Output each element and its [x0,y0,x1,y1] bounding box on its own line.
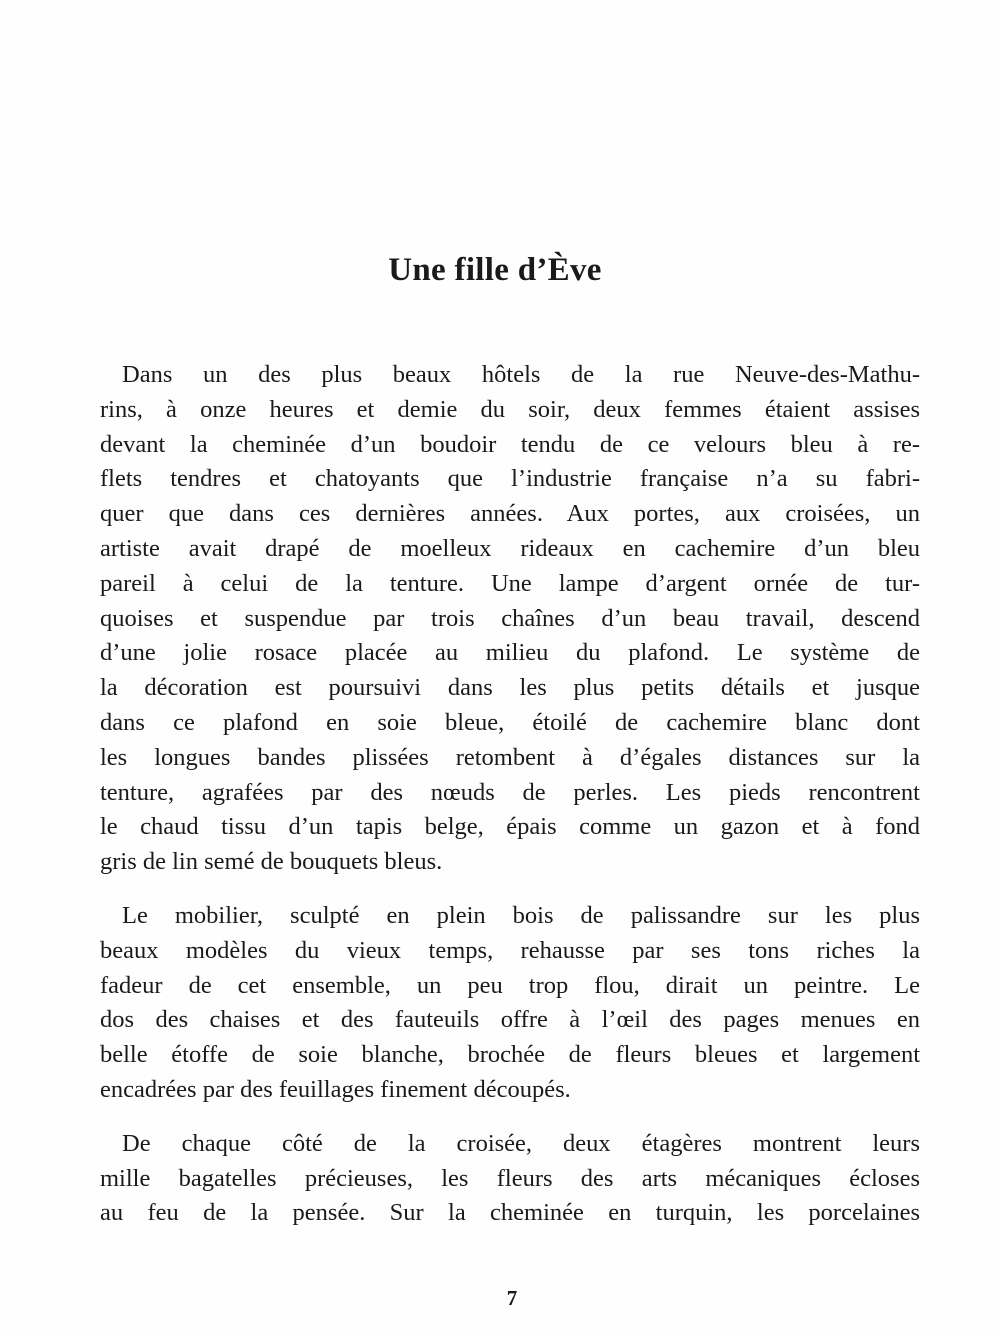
body-text [100,358,920,1250]
text-line: devant la cheminée d’un boudoir tendu de ce velours bleu à re- [100,430,920,458]
paragraph-1 [100,358,920,880]
text-line: belle étoffe de soie blanche, brochée de fleurs bleues et largement [100,1041,920,1069]
text-line: quer que dans ces dernières années. Aux portes, aux croisées, un [100,500,920,528]
text-line: au feu de la pensée. Sur la cheminée en turquin, les porcelaines [100,1199,920,1227]
text-line: gris de lin semé de bouquets bleus. [100,848,443,876]
text-line: dans ce plafond en soie bleue, étoilé de cachemire blanc dont [100,708,920,736]
chapter-title: Une fille d’Ève [388,252,602,288]
paragraph-3 [100,1127,920,1231]
text-line: beaux modèles du vieux temps, rehausse par ses tons riches la [100,936,920,964]
text-line: les longues bandes plissées retombent à d’égales distances sur la [100,743,920,771]
text-line: rins, à onze heures et demie du soir, deux femmes étaient assises [100,395,920,423]
text-line: Dans un des plus beaux hôtels de la rue Neuve-des-Mathu- [122,361,920,388]
text-line: encadrées par des feuillages finement découpés. [100,1075,571,1103]
text-line: quoises et suspendue par trois chaînes d’un beau travail, descend [100,604,920,632]
text-line: Le mobilier, sculpté en plein bois de palissandre sur les plus [122,901,920,929]
text-line: d’une jolie rosace placée au milieu du plafond. Le système de [100,639,920,667]
text-line: flets tendres et chatoyants que l’industrie française n’a su fabri- [100,465,920,493]
text-line: fadeur de cet ensemble, un peu trop flou, dirait un peintre. Le [100,971,920,999]
page-number: 7 [506,1286,518,1310]
text-line: artiste avait drapé de moelleux rideaux en cachemire d’un bleu [100,534,920,562]
text-line: pareil à celui de la tenture. Une lampe d’argent ornée de tur- [100,569,920,597]
text-line: dos des chaises et des fauteuils offre à l’œil des pages menues en [100,1006,920,1034]
text-line: mille bagatelles précieuses, les fleurs des arts mécaniques écloses [100,1164,920,1192]
text-line: la décoration est poursuivi dans les plus petits détails et jusque [100,674,920,702]
paragraph-2 [100,899,920,1108]
text-line: De chaque côté de la croisée, deux étagères montrent leurs [122,1129,920,1157]
text-line: le chaud tissu d’un tapis belge, épais comme un gazon et à fond [100,813,920,841]
text-line: tenture, agrafées par des nœuds de perles. Les pieds rencontrent [100,778,920,806]
